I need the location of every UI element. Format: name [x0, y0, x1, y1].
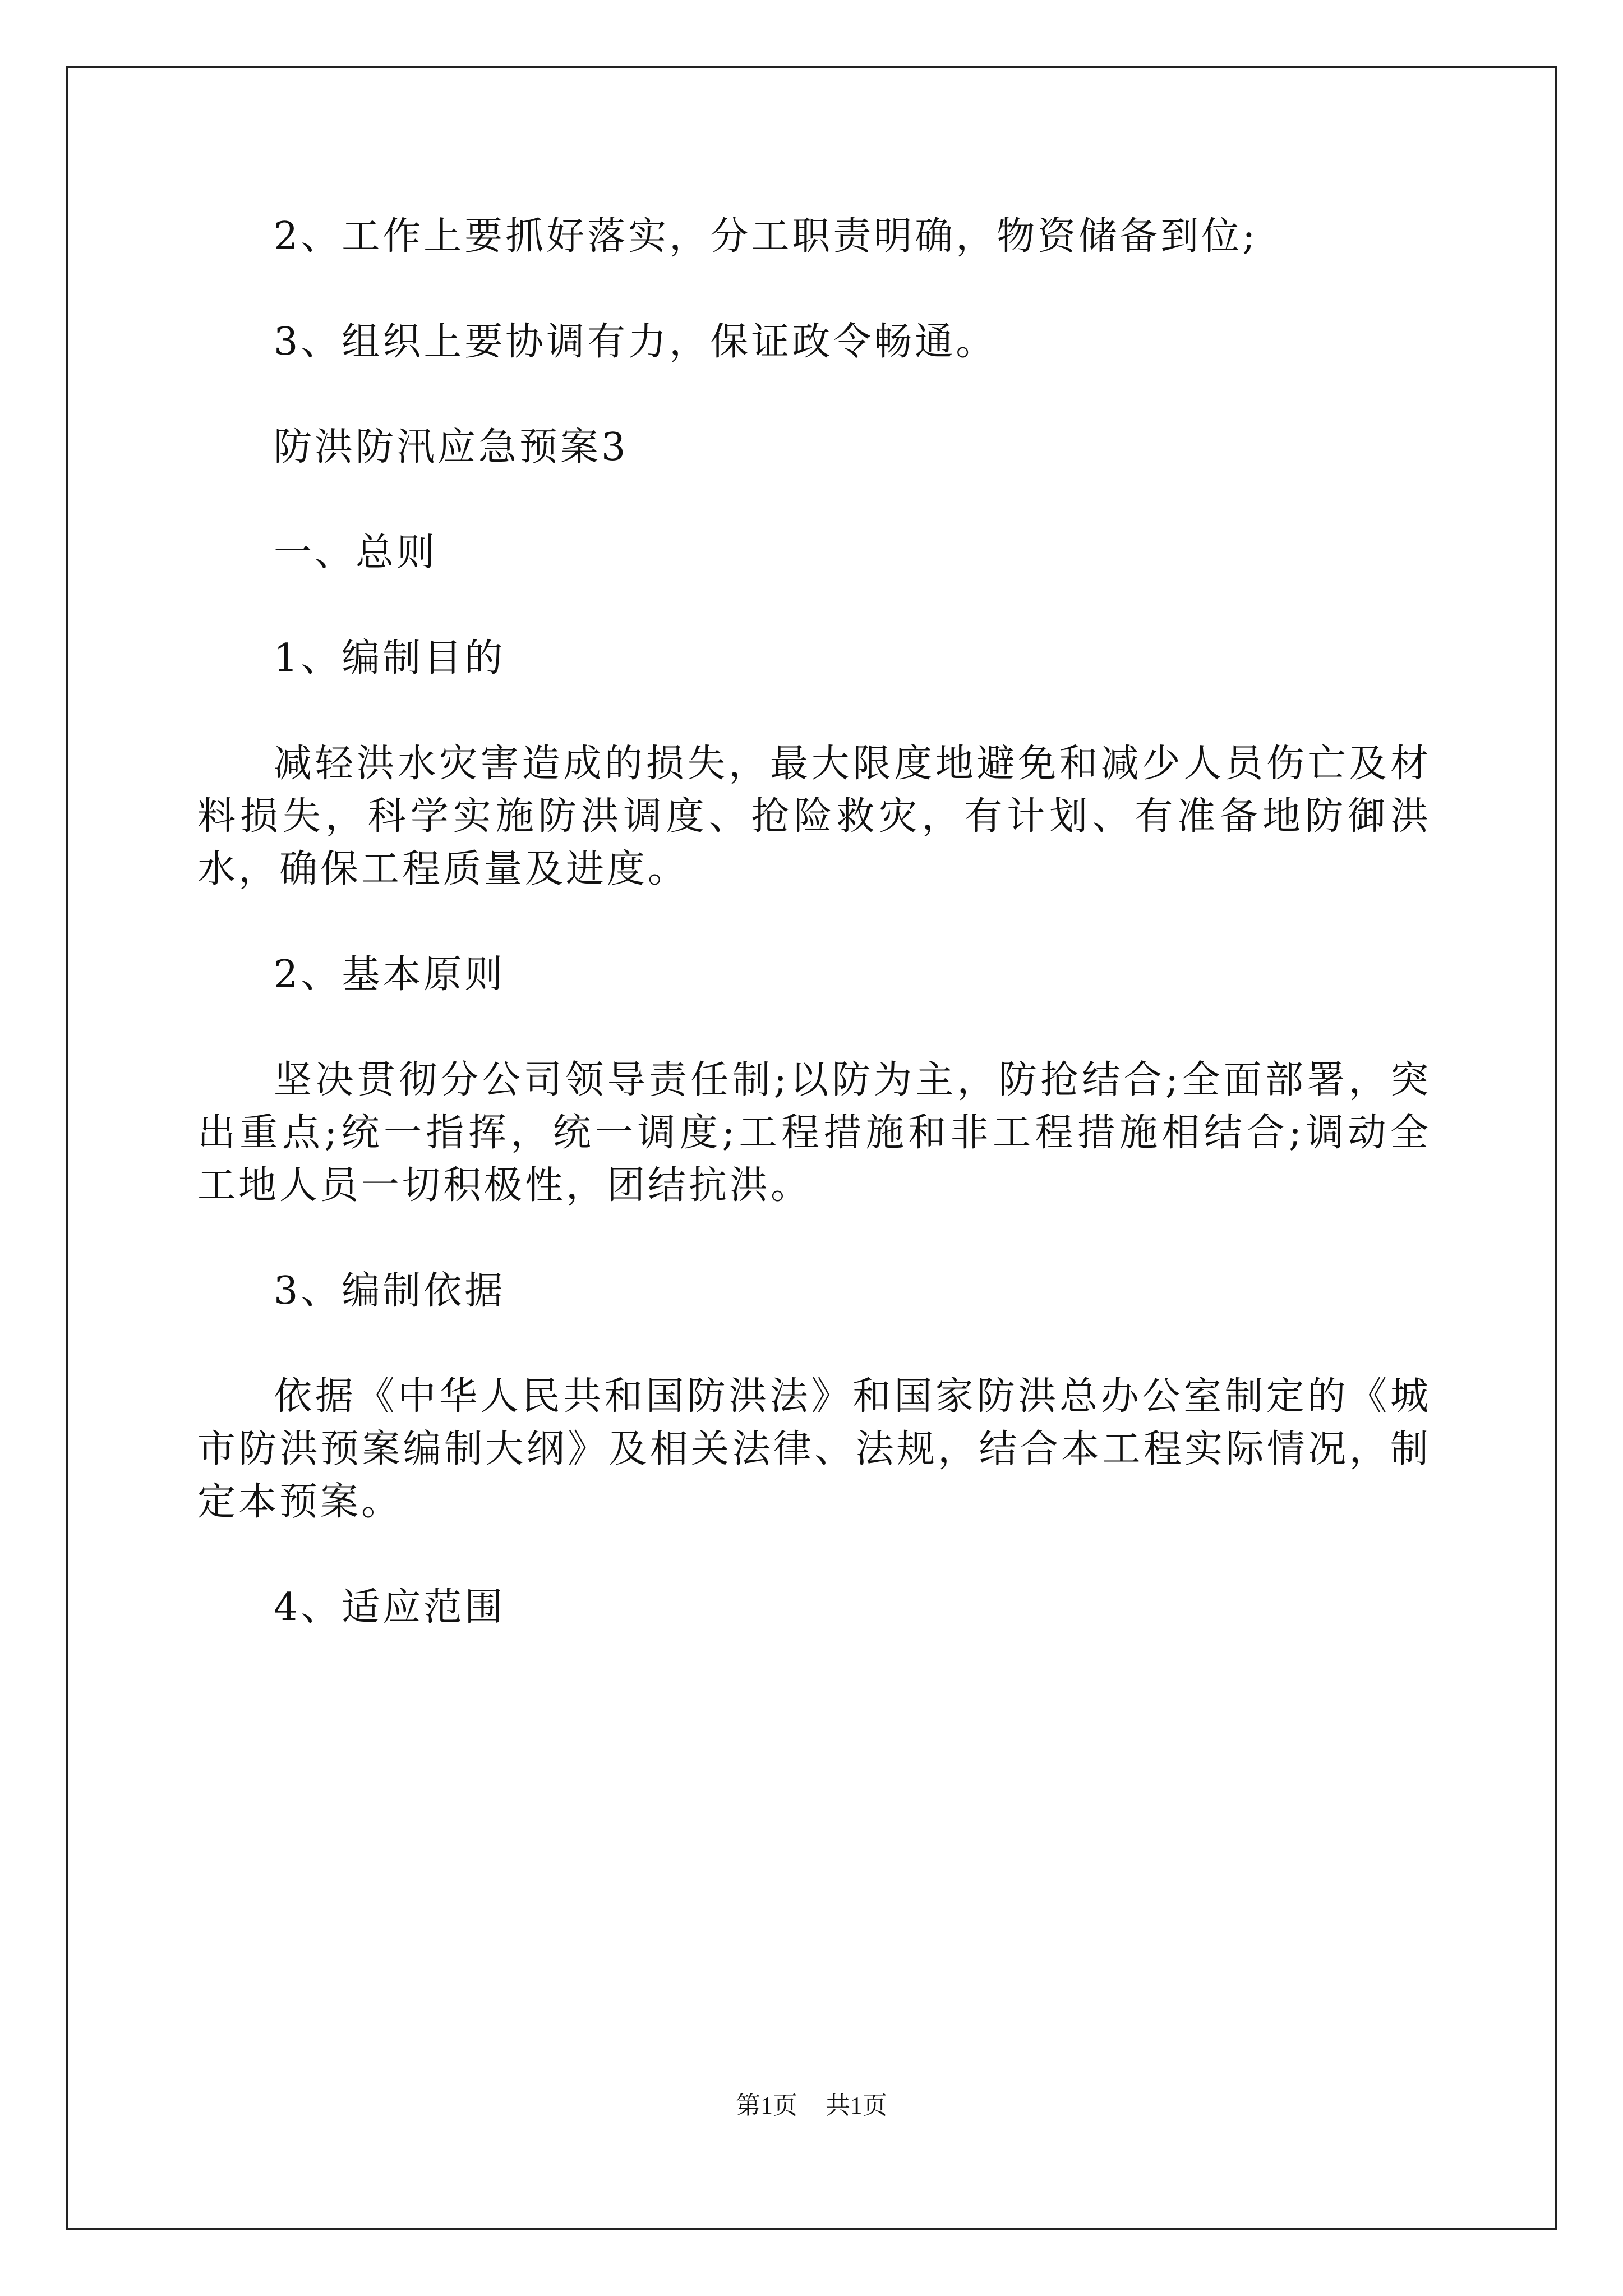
heading-scope: 4、适应范围: [274, 1585, 506, 1630]
page-total: 共1页: [826, 2092, 887, 2119]
document-body: [197, 210, 1431, 1687]
page-footer: [0, 2089, 1623, 2123]
paragraph-purpose: 减轻洪水灾害造成的损失，最大限度地避免和减少人员伤亡及材料损失，科学实施防洪调度、抢险救灾，有计划、有准备地防御洪水，确保工程质量及进度。: [197, 742, 1431, 891]
section-title: 防洪防汛应急预案3: [274, 425, 629, 470]
heading-basis: 3、编制依据: [274, 1269, 506, 1313]
paragraph-work-requirement: 2、工作上要抓好落实，分工职责明确，物资储备到位;: [274, 214, 1258, 259]
paragraph-basis: 依据《中华人民共和国防洪法》和国家防洪总办公室制定的《城市防洪预案编制大纲》及相关法律、法规，结合本工程实际情况，制定本预案。: [197, 1374, 1431, 1524]
paragraph-basic-principles: 坚决贯彻分公司领导责任制;以防为主，防抢结合;全面部署，突出重点;统一指挥，统一调度;工程措施和非工程措施相结合;调动全工地人员一切积极性，团结抗洪。: [197, 1058, 1431, 1208]
page-number: 第1页: [736, 2092, 797, 2119]
heading-general-principles: 一、总则: [274, 531, 438, 575]
heading-basic-principles: 2、基本原则: [274, 953, 506, 997]
heading-purpose: 1、编制目的: [274, 636, 506, 680]
paragraph-organization-requirement: 3、组织上要协调有力，保证政令畅通。: [274, 320, 997, 364]
